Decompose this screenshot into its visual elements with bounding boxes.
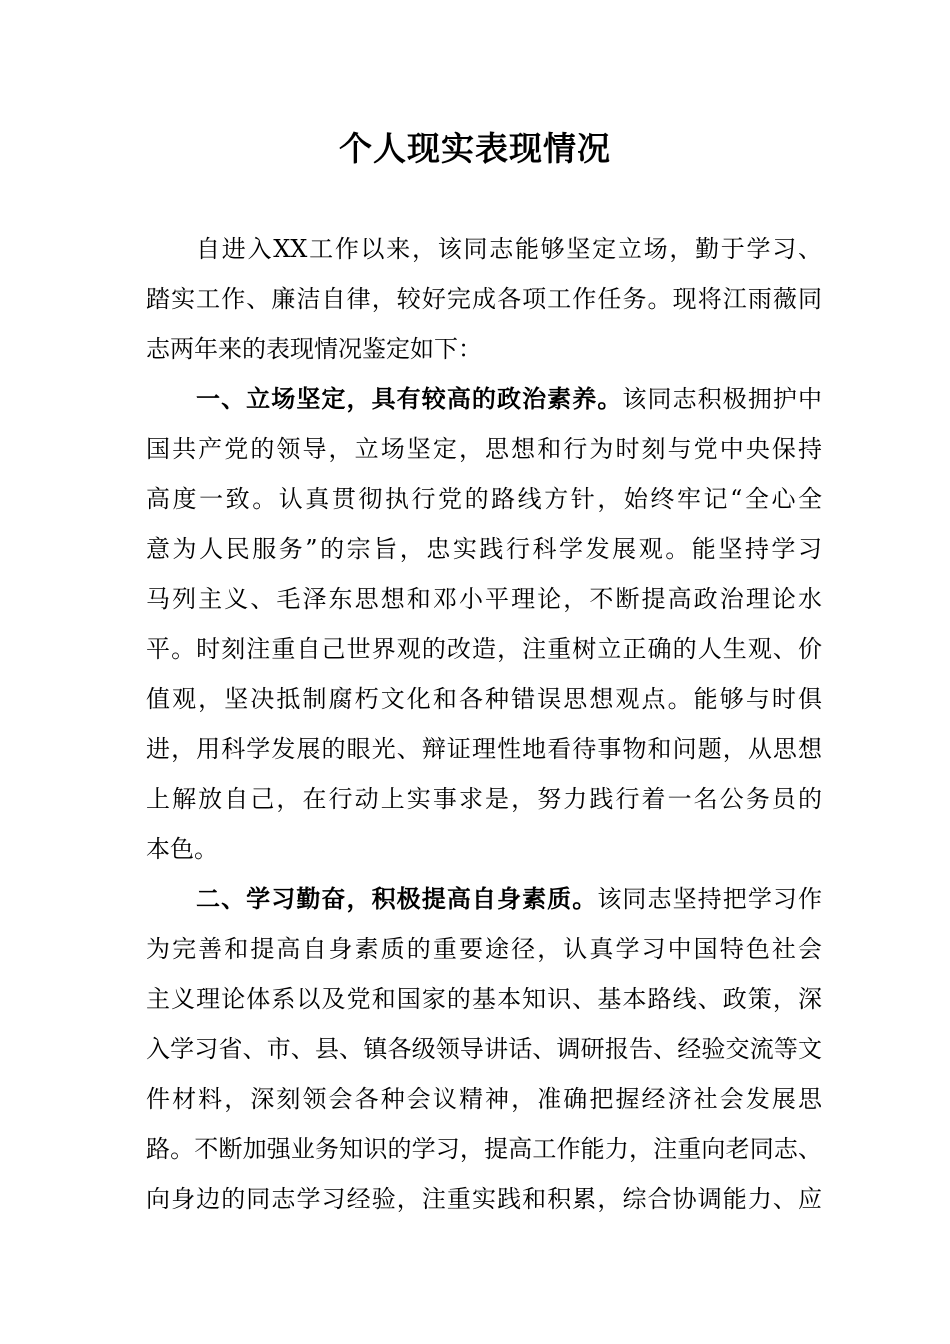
line-text: 进，用科学发展的眼光、辩证理性地看待事物和问题，从思想 [146,735,822,763]
paragraph-line [196,374,822,424]
section-heading: 二、学习勤奋，积极提高自身素质。 [196,885,598,913]
line-text: 本色。 [146,835,218,863]
paragraph-line [146,924,822,974]
line-text: 件材料，深刻领会各种会议精神，准确把握经济社会发展思 [146,1085,822,1113]
line-text: 意为人民服务”的宗旨，忠实践行科学发展观。能坚持学习 [146,535,822,563]
paragraph-line [146,1024,822,1074]
section-heading: 一、立场坚定，具有较高的政治素养。 [196,385,623,413]
paragraph-line [146,974,822,1024]
document-title: 个人现实表现情况 [339,129,611,168]
line-text: 志两年来的表现情况鉴定如下： [146,335,482,363]
line-text: 主义理论体系以及党和国家的基本知识、基本路线、政策，深 [146,985,822,1013]
paragraph-line [146,1124,822,1174]
paragraph-line [146,1174,822,1224]
line-text: 该同志坚持把学习作 [597,885,823,913]
paragraph-line [146,824,822,874]
paragraph-line [146,774,822,824]
paragraph-line [146,274,822,324]
line-text: 踏实工作、廉洁自律，较好完成各项工作任务。现将江雨薇同 [146,285,822,313]
line-text: 国共产党的领导，立场坚定，思想和行为时刻与党中央保持 [146,435,822,463]
paragraph-line [146,524,822,574]
paragraph-line [146,574,822,624]
line-text: 自进入XX工作以来，该同志能够坚定立场，勤于学习、 [196,235,822,263]
line-text: 向身边的同志学习经验，注重实践和积累，综合协调能力、应 [146,1185,822,1213]
line-text: 平。时刻注重自己世界观的改造，注重树立正确的人生观、价 [146,635,822,663]
paragraph-line [196,874,822,924]
line-text: 高度一致。认真贯彻执行党的路线方针，始终牢记“全心全 [146,485,822,513]
paragraph-line [146,674,822,724]
line-text: 路。不断加强业务知识的学习，提高工作能力，注重向老同志、 [146,1135,822,1163]
line-text: 上解放自己，在行动上实事求是，努力践行着一名公务员的 [146,785,822,813]
line-text: 入学习省、市、县、镇各级领导讲话、调研报告、经验交流等文 [146,1035,822,1063]
line-text: 马列主义、毛泽东思想和邓小平理论，不断提高政治理论水 [146,585,822,613]
paragraph-line [146,424,822,474]
paragraph-line [146,1074,822,1124]
paragraph-line [146,624,822,674]
line-text: 该同志积极拥护中 [622,385,823,413]
line-text: 值观，坚决抵制腐朽文化和各种错误思想观点。能够与时俱 [146,685,822,713]
paragraph-line [146,474,822,524]
paragraph-line [196,224,822,274]
paragraph-line [146,324,822,374]
paragraph-line [146,724,822,774]
line-text: 为完善和提高自身素质的重要途径，认真学习中国特色社会 [146,935,822,963]
